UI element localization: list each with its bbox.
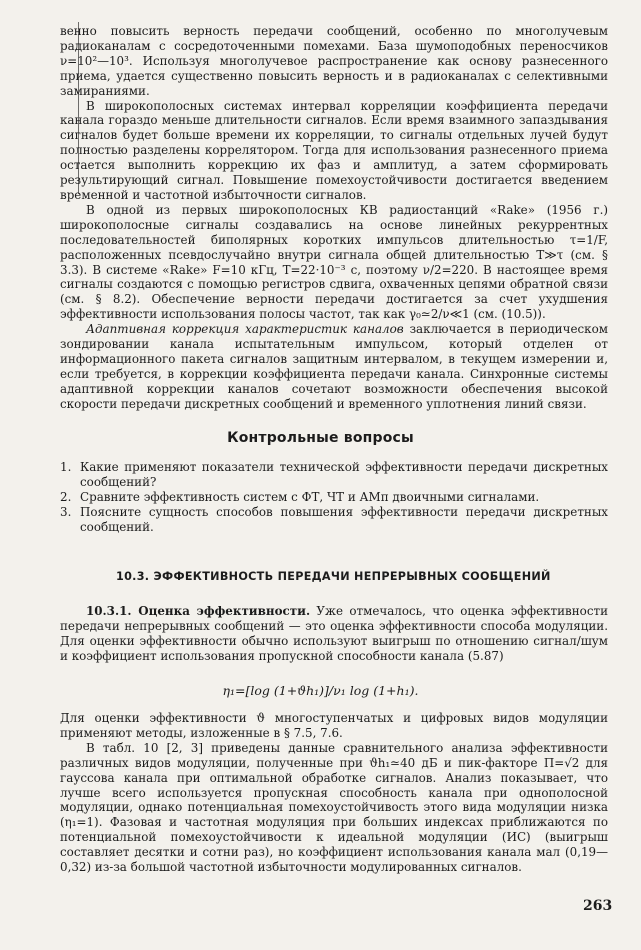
questions-list — [60, 460, 608, 535]
subsection-lead: 10.3.1. Оценка эффективности. — [86, 604, 311, 618]
subsection-text: Уже отмечалось, что оценка эффективности передачи непрерывных сообщений — это оценка эффективности способа модуляции. Для оценки эффективности обычно используют выигрыш по отношению сигнал/шум и коэффициент использования пропускной способности канала (5.87) — [60, 604, 608, 663]
bottom-text-block — [60, 711, 608, 875]
adaptive-rest: заключается в периодическом зондировании канала испытательным импульсом, который отделен от информационного пакета сигналов защитным интервалом, в текущем измерении и, если требуется, в коррекции коэффициента передачи канала. Синхронные системы адаптивной коррекции каналов сочетают возможности обеспечения высокой скорости передачи дискретных сообщений и временного уплотнения линий связи. — [60, 322, 608, 411]
question-text: Поясните сущность способов повышения эффективности передачи дискретных сообщений. — [80, 504, 608, 534]
question-number: 2. — [60, 489, 72, 504]
question-item — [60, 505, 608, 535]
question-item — [60, 460, 608, 490]
subsection-intro — [60, 604, 608, 664]
paragraph: Для оценки эффективности ϑ многоступенчатых и цифровых видов модуляции применяют методы, изложенные в § 7.5, 7.6. — [60, 711, 608, 740]
page-number: 263 — [583, 898, 613, 914]
question-number: 1. — [60, 460, 72, 474]
question-item — [60, 490, 608, 505]
paragraph: В одной из первых широкополосных КВ радиостанций «Rake» (1956 г.) широкополосные сигналы создавались на основе линейных рекуррентных последовательностей биполярных коротких импульсов длительностью τ=1/F, расположенных псевдослучайно внутри сигнала общей длительностью T≫τ (см. § 3.3). В системе «Rake» F=10 кГц, T=22·10⁻³ с, поэтому ν/2=220. В настоящее время сигналы создаются с помощью регистров сдвига, охваченных цепями обратной связи (см. § 8.2). Обеспечение верности передачи достигается за счет ухудшения эффективности использования полосы частот, так как γ₀≃2/ν≪1 (см. (10.5)). — [60, 202, 608, 322]
top-text-block — [60, 24, 608, 412]
question-text: Какие применяют показатели технической эффективности передачи дискретных сообщений? — [80, 460, 608, 489]
paragraph: венно повысить верность передачи сообщений, особенно по многолучевым радиоканалам с сосредоточенными помехами. База шумоподобных переносчиков ν=10²—10³. Используя многолучевое распространение как основу разнесенного приема, удается существенно повысить верность и в радиоканалах с селективными замираниями. — [60, 24, 608, 98]
question-number: 3. — [60, 504, 72, 519]
paragraph: В табл. 10 [2, 3] приведены данные сравнительного анализа эффективности различных видов модуляции, полученные при ϑh₁≃40 дБ и пик-факторе Π=√2 для гауссова канала при оптимальной обработке сигналов. Анализ показывает, что лучше всего используется пропускная способность канала при однополосной модуляции, однако потенциальная помехоустойчивость этого вида модуляции низка (η₁=1). Фазовая и частотная модуляция при больших индексах приближаются по потенциальной помехоустойчивости к идеальной модуляции (ИС) (выигрыш составляет десятки и сотни раз), но коэффициент использования канала мал (0,19—0,32) из-за большой частотной избыточности модулированных сигналов. — [60, 740, 608, 875]
formula: η₁=[log (1+ϑh₁)]/ν₁ log (1+h₁). — [222, 683, 419, 698]
paragraph: В широкополосных системах интервал корреляции коэффициента передачи канала гораздо меньше длительности сигналов. Если время взаимного запаздывания сигналов будет больше времени их корреляции, то сигналы отдельных лучей будут полностью разделены коррелятором. Тогда для использования разнесенного приема остается выполнить коррекцию их фаз и амплитуд, а затем сформировать результирующий сигнал. Повышение помехоустойчивости достигается введением временной и частотной избыточности сигналов. — [60, 98, 608, 202]
section-heading: 10.3. ЭФФЕКТИВНОСТЬ ПЕРЕДАЧИ НЕПРЕРЫВНЫХ СООБЩЕНИЙ — [116, 570, 551, 583]
paragraph — [60, 604, 608, 664]
adaptive-lead: Адаптивная коррекция характеристик каналов — [86, 322, 404, 337]
question-text: Сравните эффективность систем с ФТ, ЧТ и АМп двоичными сигналами. — [80, 489, 540, 504]
questions-heading: Контрольные вопросы — [227, 430, 414, 446]
adaptive-paragraph — [60, 322, 608, 411]
